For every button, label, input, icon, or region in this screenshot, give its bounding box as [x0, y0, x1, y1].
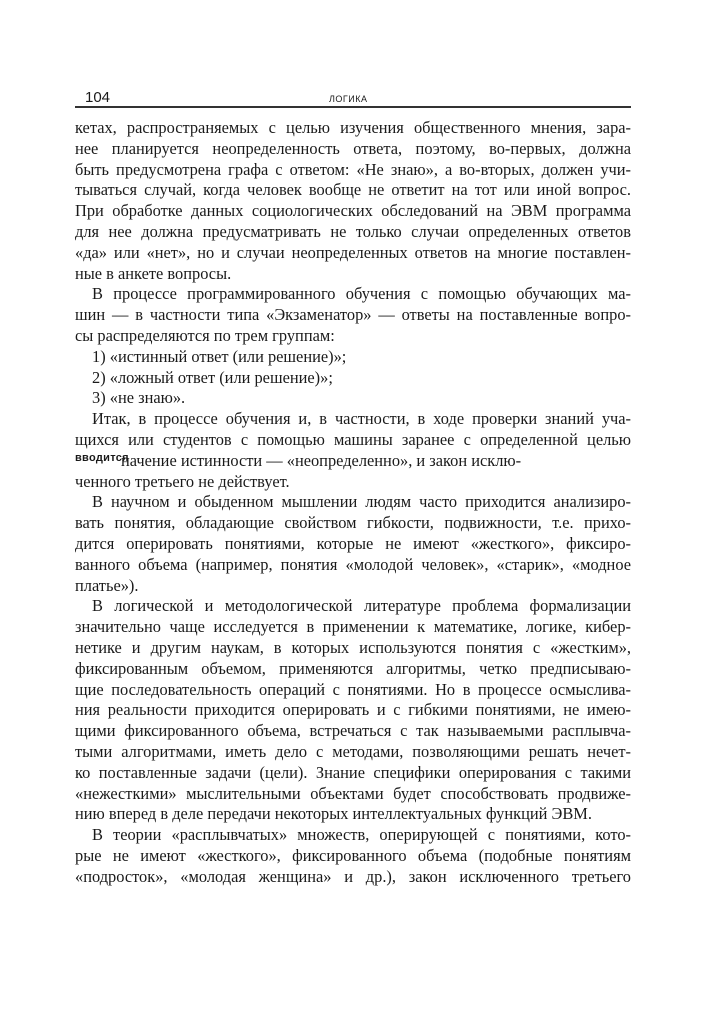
paragraph [75, 596, 631, 825]
text-line: тываться случай, когда человек вообще не ответит на тот или иной вопрос. [75, 180, 631, 200]
text-line [75, 451, 631, 472]
paragraph [75, 409, 631, 492]
text-line: быть предусмотрена графа с ответом: «Не знаю», а во-вторых, должен учи- [75, 159, 631, 179]
text-line: ния реальности приходится оперировать и с гибкими понятиями, не имею- [75, 700, 631, 720]
text-line: В теории «расплывчатых» множеств, оперирующей с понятиями, кото- [92, 825, 631, 845]
overprinted-word: вводится [75, 451, 129, 464]
paragraph [75, 825, 631, 887]
text-line: тыми алгоритмами, иметь дело с методами, позволяющими решать нечет- [75, 741, 631, 761]
text-line: нию вперед в деле передачи некоторых интеллектуальных функций ЭВМ. [75, 804, 592, 824]
text-line: «подросток», «молодая женщина» и др.), закон исключенного третьего [75, 866, 631, 886]
running-header [75, 90, 631, 108]
paragraph [75, 388, 631, 409]
text-line: В научном и обыденном мышлении людям часто приходится анализиро- [92, 492, 631, 512]
text-line: В логической и методологической литературе проблема формализации [92, 596, 631, 616]
text-line: для нее должна предусматривать не только случаи определенных ответов [75, 221, 631, 241]
text-line: 1) «истинный ответ (или решение)»; [92, 346, 347, 366]
text-line: кетах, распространяемых с целью изучения общественного мнения, зара- [75, 118, 631, 137]
text-line: нетике и другим наукам, в которых используются понятия с «жестким», [75, 637, 631, 657]
text-line: ченного третьего не действует. [75, 471, 290, 491]
page-number: 104 [85, 89, 111, 106]
running-title: ЛОГИКА [329, 94, 368, 104]
text-line: дится оперировать понятиями, которые не имеют «жесткого», фиксиро- [75, 533, 631, 553]
text-line: «нежесткими» мыслительными объектами будет способствовать продвиже- [75, 783, 631, 803]
text-line: При обработке данных социологических обследований на ЭВМ программа [75, 201, 631, 221]
text-line: ко поставленные задачи (цели). Знание специфики оперирования с такими [75, 762, 631, 782]
text-line: ные в анкете вопросы. [75, 263, 232, 283]
text-line: ванного объема (например, понятия «молодой человек», «старик», «модное [75, 554, 631, 574]
text-line: вать понятия, обладающие свойством гибкости, подвижности, т.е. прихо- [75, 513, 631, 533]
text-line: щихся или студентов с помощью машины заранее с определенной целью [75, 429, 631, 449]
paragraph [75, 118, 631, 284]
text-line: В процессе программированного обучения с помощью обучающих ма- [92, 284, 631, 304]
text-line: сы распределяются по трем группам: [75, 325, 335, 345]
text-line: нее планируется неопределенность ответа, поэтому, во-первых, должна [75, 138, 631, 158]
text-line: шин — в частности типа «Экзаменатор» — ответы на поставленные вопро- [75, 305, 631, 325]
line-text: начение истинности — «неопределенно», и закон исклю- [121, 450, 522, 470]
text-line: рые не имеют «жесткого», фиксированного объема (подобные понятиям [75, 845, 631, 865]
text-line: щие последовательность операций с понятиями. Но в процессе осмыслива- [75, 679, 631, 699]
text-line: Итак, в процессе обучения и, в частности, в ходе проверки знаний уча- [92, 409, 631, 429]
text-line: платье»). [75, 575, 139, 595]
text-line: значительно чаще исследуется в применении к математике, логике, кибер- [75, 617, 631, 637]
text-line: фиксированным объемом, применяются алгоритмы, четко предписываю- [75, 658, 631, 678]
paragraph [75, 284, 631, 346]
text-line: «да» или «нет», но и случаи неопределенных ответов на многие поставлен- [75, 242, 631, 262]
body-text [75, 118, 631, 887]
paragraph [75, 347, 631, 368]
text-line: 3) «не знаю». [92, 388, 186, 408]
text-line: щими фиксированного объема, встречаться с так называемыми расплывча- [75, 721, 631, 741]
paragraph [75, 492, 631, 596]
text-line: 2) «ложный ответ (или решение)»; [92, 367, 333, 387]
paragraph [75, 368, 631, 389]
